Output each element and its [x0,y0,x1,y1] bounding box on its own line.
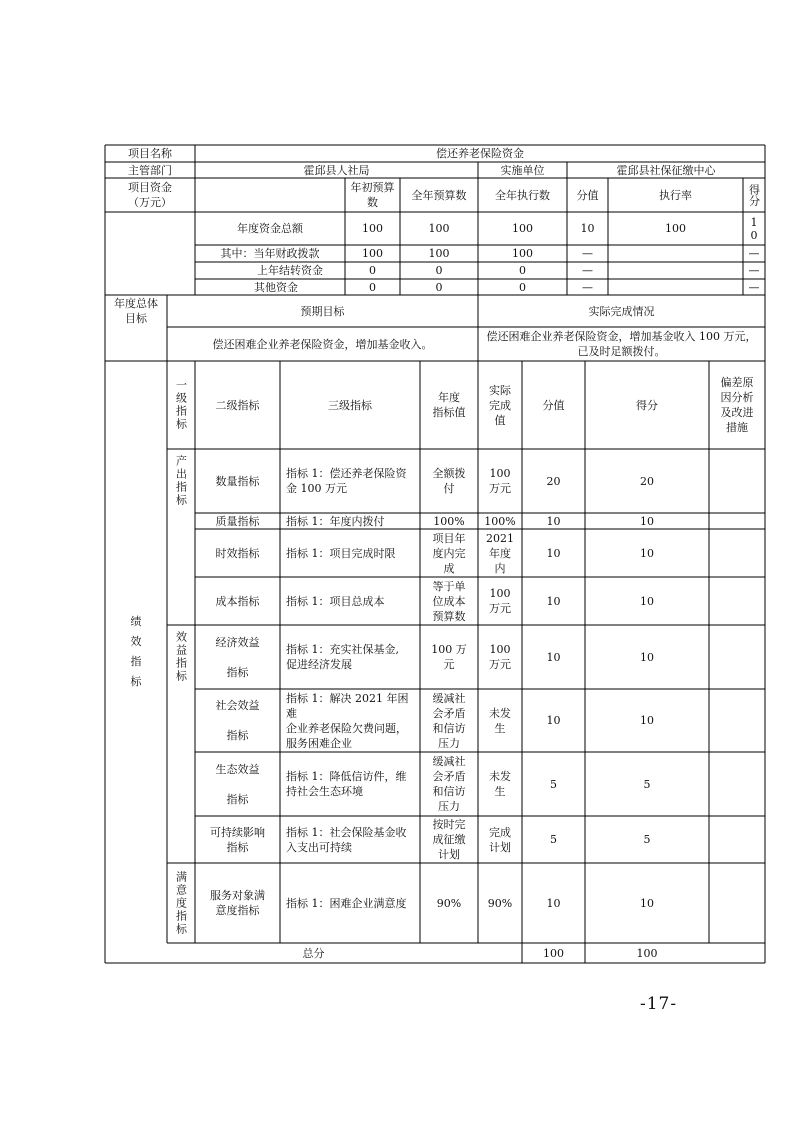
col-points: 分值 [576,188,599,202]
row-actual: 100 万元 [489,587,511,615]
header-level1: 一级指标 [174,379,188,431]
header-points: 分值 [542,398,565,412]
funds-row-exec: 0 [519,280,526,294]
header-actual: 实际 完成 值 [489,383,511,427]
row-points: 10 [546,896,561,910]
goals-label: 年度总体 目标 [114,297,158,325]
project-name-label: 项目名称 [128,147,172,160]
funds-row-score: 10 [747,215,761,242]
funds-row-points: 10 [580,222,595,235]
row-points: 5 [550,833,557,846]
funds-row-points: — [582,264,593,277]
funds-row-points: — [582,247,593,260]
funds-row-year: 0 [435,264,443,277]
row-level2: 数量指标 [215,474,260,488]
row-level3: 指标 1：项目总成本 [286,594,385,608]
funds-row-score: — [748,247,760,260]
funds-row-exec: 100 [512,247,533,260]
row-score: 10 [640,546,654,560]
funds-row-label: 上年结转资金 [257,264,323,277]
row-level3: 指标 1：困难企业满意度 [286,896,407,910]
row-actual: 100 万元 [489,467,511,495]
row-target: 等于单 位成本 预算数 [432,579,466,623]
row-score: 5 [643,833,651,846]
funds-row-start: 0 [369,264,376,277]
funds-row-points: — [582,280,593,294]
group-output: 产出指标 [174,455,188,507]
header-score: 得分 [636,398,658,412]
row-level2: 质量指标 [215,514,260,528]
funds-label: 项目资金 （万元） [128,181,172,209]
row-level2: 成本指标 [215,594,260,608]
row-actual: 未发 生 [489,770,511,798]
row-target: 90% [436,896,462,910]
dept-value: 霍邱县人社局 [303,163,370,177]
funds-row-start: 100 [362,222,383,235]
row-score: 10 [640,514,654,528]
group-satisfaction: 满意度指标 [174,870,188,936]
funds-row-label: 其中：当年财政拨款 [220,247,320,260]
row-target: 全额拨 付 [432,467,466,495]
total-label: 总分 [302,946,325,960]
row-target: 缓减社 会矛盾 和信访 压力 [432,691,466,750]
funds-row-rate [608,279,743,295]
goals-actual-header: 实际完成情况 [588,304,655,318]
row-level2: 服务对象满 意度指标 [210,889,265,917]
row-score: 10 [640,650,654,664]
row-actual: 100% [484,514,516,528]
funds-row-exec: 0 [519,264,526,277]
dept-label: 主管部门 [128,163,172,177]
funds-row-year: 100 [428,222,450,235]
col-executed: 全年执行数 [495,188,550,202]
header-deviation: 偏差原 因分析 及改进 措施 [720,376,754,434]
row-level3: 指标 1：社会保险基金收 入支出可持续 [286,825,407,854]
funds-row-start: 100 [362,247,383,260]
header-level2: 二级指标 [215,398,260,412]
row-points: 10 [546,546,561,560]
col-budget-year: 全年预算数 [411,188,467,202]
project-name-value: 偿还养老保险资金 [436,147,524,160]
funds-row-rate [608,262,743,279]
group-benefit: 效益指标 [174,631,188,683]
row-level2: 社会效益 指标 [215,699,260,742]
unit-value: 霍邱县社保征缴中心 [616,163,716,177]
row-score: 5 [643,777,651,791]
row-points: 10 [546,514,561,528]
total-points: 100 [543,946,564,960]
row-actual: 90% [487,896,513,910]
unit-label: 实施单位 [500,163,545,177]
row-level3: 指标 1：年度内拨付 [286,514,385,528]
funds-row-label: 年度资金总额 [237,222,303,235]
row-points: 10 [546,650,561,664]
row-level3: 指标 1：项目完成时限 [286,546,396,560]
row-level3: 指标 1：降低信访件，维 持社会生态环境 [286,770,407,798]
row-target: 项目年 度内完 成 [432,531,466,575]
goals-actual-text: 偿还困难企业养老保险资金，增加基金收入 100 万元， 已及时足额拨付。 [486,330,757,358]
goals-expected-header: 预期目标 [300,304,345,318]
row-level3: 指标 1：偿还养老保险资 金 100 万元 [286,467,407,495]
row-actual: 2021 年度 内 [486,531,514,575]
funds-row-score: — [748,280,760,294]
funds-row-exec: 100 [512,222,533,235]
funds-row-start: 0 [369,280,376,294]
row-points: 10 [546,594,561,608]
page-number: -17- [640,994,678,1014]
col-budget-start: 年初预算 数 [350,181,395,209]
row-score: 10 [640,714,654,727]
row-points: 5 [550,777,557,791]
funds-row-year: 100 [428,247,450,260]
row-target: 缓减社 会矛盾 和信访 压力 [432,755,466,813]
goals-expected-text: 偿还困难企业养老保险资金，增加基金收入。 [212,337,433,351]
total-score: 100 [636,946,658,960]
row-level2: 经济效益 指标 [215,635,260,679]
performance-label: 绩 效 指 标 [130,615,142,688]
row-target: 100% [433,514,465,528]
funds-row-rate [608,245,743,262]
col-score: 得分 [747,184,761,206]
header-level3: 三级指标 [328,398,372,412]
row-level2: 时效指标 [215,546,260,560]
row-score: 20 [640,474,654,488]
row-points: 20 [546,474,561,488]
funds-row-score: — [748,264,760,277]
row-level3: 指标 1：解决 2021 年困难 企业养老保险欠费问题， 服务困难企业 [286,691,409,750]
funds-row-rate: 100 [665,222,686,235]
row-actual: 未发 生 [489,706,511,735]
row-score: 10 [640,594,654,608]
row-level3: 指标 1：充实社保基金, 促进经济发展 [286,643,399,671]
row-level2: 可持续影响 指标 [210,825,265,854]
row-score: 10 [640,896,654,910]
row-points: 10 [546,714,561,727]
col-rate: 执行率 [659,188,692,202]
row-target: 100 万 元 [431,643,467,671]
header-target: 年度 指标值 [432,391,466,419]
row-level2: 生态效益 指标 [215,762,260,806]
funds-row-year: 0 [435,280,443,294]
row-actual: 完成 计划 [489,825,511,854]
row-actual: 100 万元 [489,643,511,671]
funds-row-label: 其他资金 [254,280,298,294]
row-target: 按时完 成征缴 计划 [432,818,466,861]
